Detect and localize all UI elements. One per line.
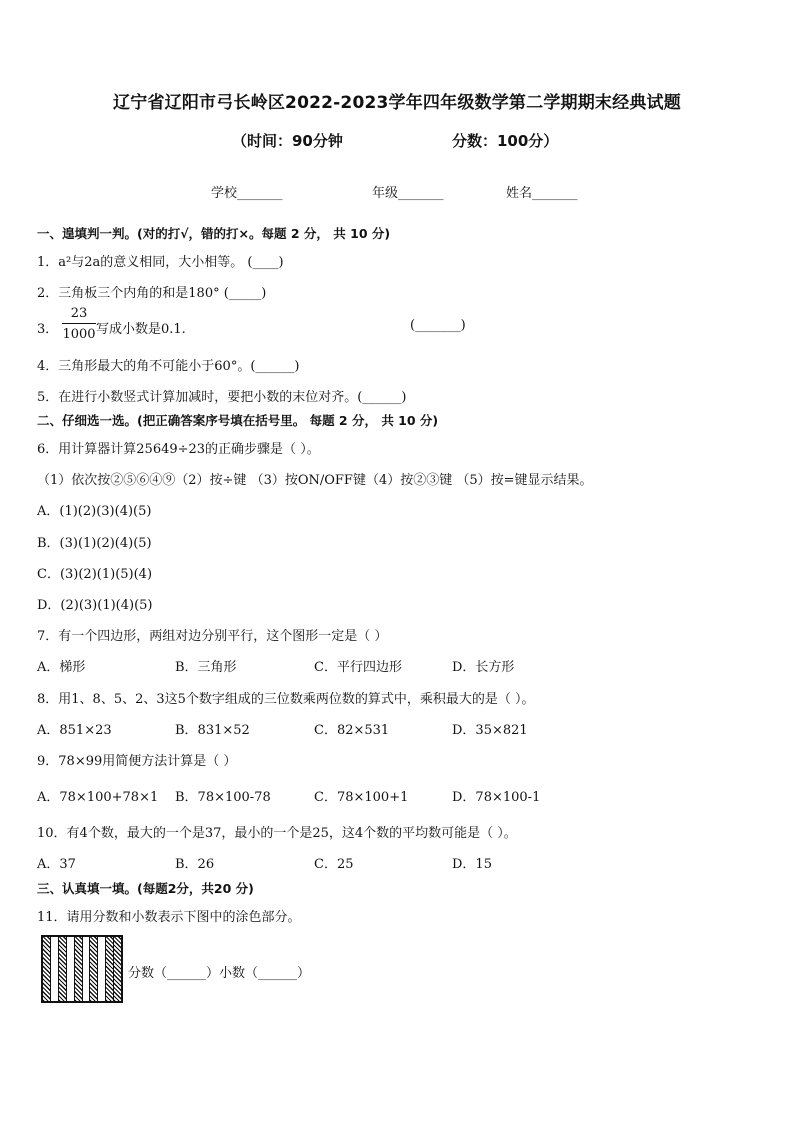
question-10-option-a: A．37 bbox=[37, 857, 76, 872]
question-6-option-c: C．(3)(2)(1)(5)(4) bbox=[37, 567, 153, 582]
shaded-stripe bbox=[90, 937, 98, 1001]
question-10-option-b: B．26 bbox=[175, 857, 215, 872]
question-9-option-b: B．78×100-78 bbox=[175, 790, 271, 805]
question-10: 10．有4个数，最大的一个是37，最小的一个是25，这4个数的平均数可能是（ ）。 bbox=[37, 826, 517, 841]
fraction-numerator: 23 bbox=[62, 306, 96, 324]
question-10-option-c: C．25 bbox=[314, 857, 354, 872]
question-7-option-b: B．三角形 bbox=[175, 660, 237, 675]
shaded-stripe bbox=[114, 937, 121, 1001]
page-title: 辽宁省辽阳市弓长岭区2022-2023学年四年级数学第二学期期末经典试题 bbox=[113, 93, 681, 113]
fraction-denominator: 1000 bbox=[62, 327, 96, 342]
question-6-option-b: B．(3)(1)(2)(4)(5) bbox=[37, 536, 152, 551]
blank-stripe bbox=[98, 937, 106, 1001]
time-label: （时间：90分钟 bbox=[232, 132, 343, 150]
question-3-fraction bbox=[62, 306, 96, 342]
question-1: 1．a²与2a的意义相同，大小相等。 (____) bbox=[37, 255, 284, 270]
section-1-heading: 一、遑填判一判。(对的打√，错的打×。每题 2 分， 共 10 分) bbox=[37, 226, 391, 241]
question-9-option-a: A．78×100+78×1 bbox=[37, 790, 159, 805]
question-7: 7．有一个四边形，两组对边分别平行，这个图形一定是（ ） bbox=[37, 629, 388, 644]
section-3-heading: 三、认真填一填。(每题2分，共20 分) bbox=[37, 881, 254, 896]
question-7-option-d: D．长方形 bbox=[452, 660, 515, 675]
section-2-heading: 二、仔细选一选。(把正确答案序号填在括号里。 每题 2 分， 共 10 分) bbox=[37, 413, 439, 428]
question-3-text: 写成小数是0.1. bbox=[96, 322, 186, 337]
question-6-option-d: D．(2)(3)(1)(4)(5) bbox=[37, 598, 153, 613]
question-8-option-c: C．82×531 bbox=[314, 723, 390, 738]
question-6-steps: （1）依次按②⑤⑥④⑨（2）按÷键 （3）按ON/OFF键（4）按②③键 （5）按=键显示结果。 bbox=[37, 473, 593, 488]
striped-rectangle-figure bbox=[41, 935, 123, 1003]
question-5: 5．在进行小数竖式计算加减时，要把小数的末位对齐。(______) bbox=[37, 390, 407, 405]
question-11-answer: 分数（______）小数（______） bbox=[128, 966, 311, 981]
question-11: 11．请用分数和小数表示下图中的涂色部分。 bbox=[37, 910, 301, 925]
question-8: 8．用1、8、5、2、3这5个数字组成的三位数乘两位数的算式中，乘积最大的是（ ）。 bbox=[37, 692, 535, 707]
question-3-blank: (_______) bbox=[410, 318, 466, 333]
question-8-option-d: D．35×821 bbox=[452, 723, 528, 738]
question-9-option-c: C．78×100+1 bbox=[314, 790, 409, 805]
grade-field[interactable]: 年级_______ bbox=[372, 186, 444, 201]
score-label: 分数：100分） bbox=[452, 132, 559, 150]
shaded-stripe bbox=[106, 937, 114, 1001]
blank-stripe bbox=[67, 937, 75, 1001]
question-2: 2．三角板三个内角的和是180° (_____) bbox=[37, 286, 267, 301]
blank-stripe bbox=[83, 937, 91, 1001]
question-9-option-d: D．78×100-1 bbox=[452, 790, 541, 805]
question-10-option-d: D．15 bbox=[452, 857, 492, 872]
question-9: 9．78×99用简便方法计算是（ ） bbox=[37, 754, 237, 769]
shaded-stripe bbox=[43, 937, 51, 1001]
blank-stripe bbox=[51, 937, 59, 1001]
question-7-option-c: C．平行四边形 bbox=[314, 660, 402, 675]
question-4: 4．三角形最大的角不可能小于60°。(______) bbox=[37, 359, 300, 374]
question-3-number: 3． bbox=[37, 322, 59, 337]
shaded-stripe bbox=[75, 937, 83, 1001]
question-8-option-b: B．831×52 bbox=[175, 723, 250, 738]
question-8-option-a: A．851×23 bbox=[37, 723, 112, 738]
question-6: 6．用计算器计算25649÷23的正确步骤是（ ）。 bbox=[37, 442, 320, 457]
shaded-stripe bbox=[59, 937, 67, 1001]
name-field[interactable]: 姓名_______ bbox=[506, 186, 578, 201]
school-field[interactable]: 学校_______ bbox=[211, 186, 283, 201]
question-7-option-a: A．梯形 bbox=[37, 660, 86, 675]
question-6-option-a: A．(1)(2)(3)(4)(5) bbox=[37, 504, 152, 519]
